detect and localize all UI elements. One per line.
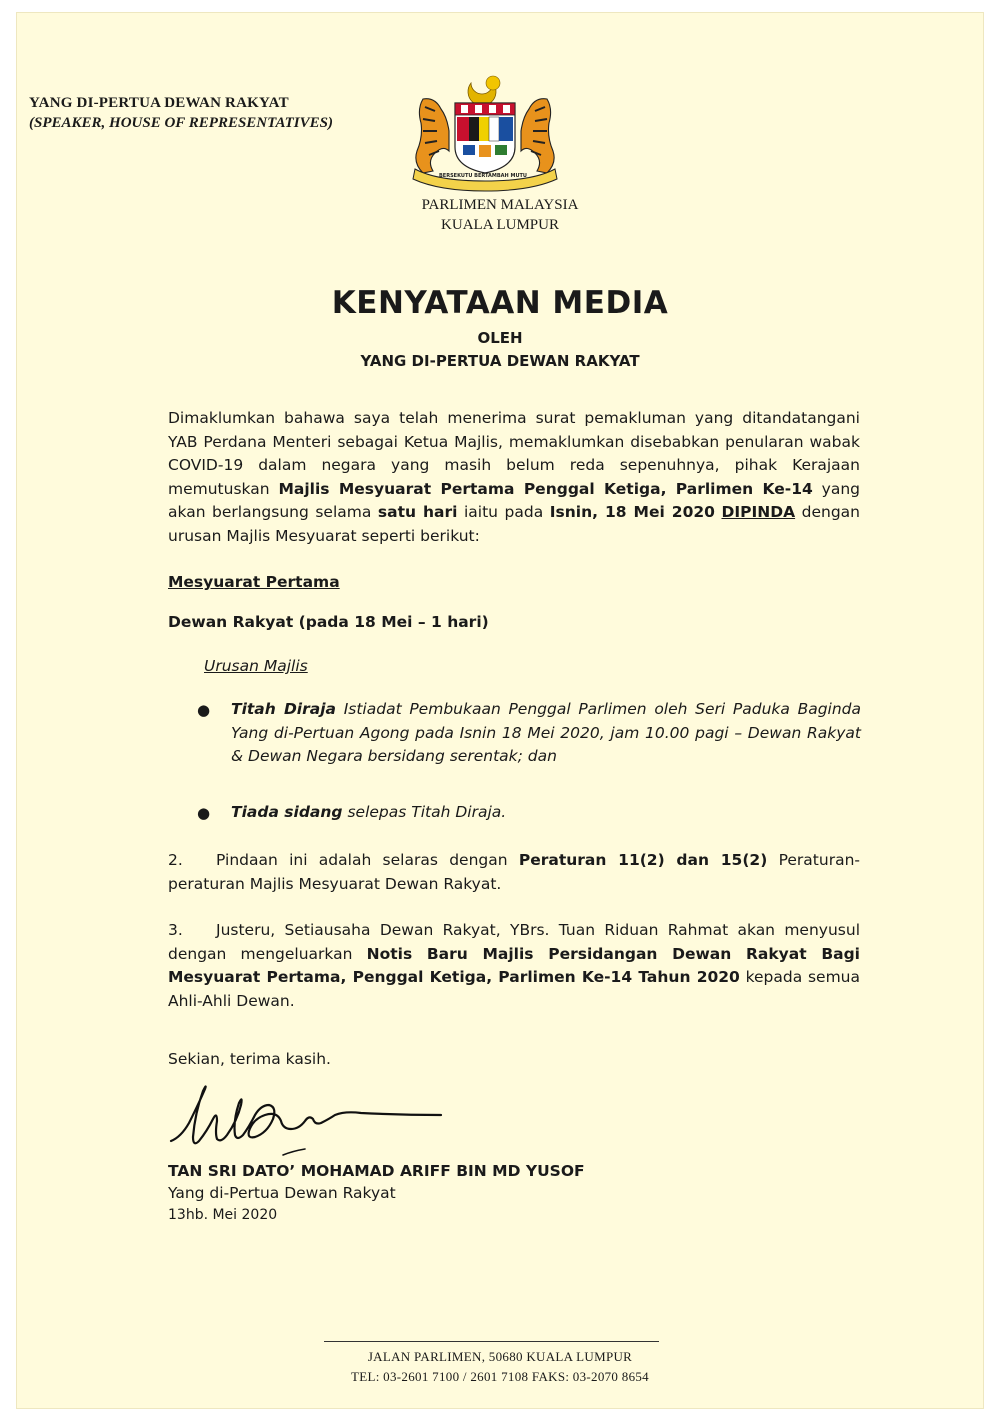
signer-title: Yang di-Pertua Dewan Rakyat — [168, 1184, 396, 1202]
intro-part1: Dimaklumkan bahawa saya telah menerima surat pemakluman yang ditandatangani YAB Perdana Menteri sebagai Ketua Majlis, memaklumkan disebabkan penularan wabak COVID-19 dalam negara yang masih belum reda sepenuhnya, pihak Kerajaan memutuskan — [168, 409, 860, 498]
para3-notice: Notis Baru Majlis Persidangan Dewan Rakyat Bagi Mesyuarat Pertama, Penggal Ketiga, Parlimen Ke-14 Tahun 2020 — [168, 944, 860, 986]
intro-meeting: Majlis Mesyuarat Pertama Penggal Ketiga, Parlimen Ke-14 — [278, 479, 813, 498]
bullet-item-royal-address — [231, 698, 861, 769]
bullet-bold: Titah Diraja — [231, 700, 337, 718]
closing-text: Sekian, terima kasih. — [168, 1050, 331, 1068]
handwritten-signature — [165, 1075, 535, 1161]
intro-part2: yang akan berlangsung selama — [168, 479, 860, 521]
intro-date: Isnin, 18 Mei 2020 — [549, 503, 715, 521]
coat-of-arms-icon — [405, 73, 565, 193]
business-label: Urusan Majlis — [204, 657, 308, 675]
footer-contact: TEL: 03-2601 7100 / 2601 7108 FAKS: 03-2070 8654 — [351, 1369, 649, 1384]
bullet-dot: ● — [197, 701, 211, 719]
parliament-city: KUALA LUMPUR — [441, 217, 559, 233]
intro-part3: iaitu pada — [457, 503, 550, 521]
meeting-house: Dewan Rakyat (pada 18 Mei – 1 hari) — [168, 613, 489, 631]
speaker-title: YANG DI-PERTUA DEWAN RAKYAT — [29, 95, 289, 111]
paragraph-number: 2. — [168, 851, 183, 869]
parliament-name: PARLIMEN MALAYSIA — [421, 197, 579, 213]
paragraph-3 — [168, 919, 860, 1013]
para2-part2: Peraturan-peraturan Majlis Mesyuarat Dewan Rakyat. — [168, 851, 860, 893]
intro-part4: dengan urusan Majlis Mesyuarat seperti berikut: — [168, 503, 860, 545]
para2-part1: Pindaan ini adalah selaras dengan — [216, 851, 519, 869]
bullet-dot: ● — [197, 804, 211, 822]
bullet-bold: Tiada sidang — [231, 803, 343, 821]
para2-rule: Peraturan 11(2) dan 15(2) — [518, 851, 768, 869]
paragraph-number: 3. — [168, 921, 183, 939]
signed-date: 13hb. Mei 2020 — [168, 1207, 278, 1223]
document-title: KENYATAAN MEDIA — [331, 285, 669, 321]
para3-part1: Justeru, Setiausaha Dewan Rakyat, YBrs. Tuan Riduan Rahmat akan menyusul dengan mengeluarkan — [168, 921, 860, 963]
title-by: OLEH — [477, 329, 523, 347]
para3-part2: kepada semua Ahli-Ahli Dewan. — [168, 968, 860, 1010]
title-issuer: YANG DI-PERTUA DEWAN RAKYAT — [360, 352, 640, 370]
speaker-subtitle: (SPEAKER, HOUSE OF REPRESENTATIVES) — [29, 115, 333, 131]
bullet-text: selepas Titah Diraja. — [342, 803, 507, 821]
footer-address: JALAN PARLIMEN, 50680 KUALA LUMPUR — [367, 1349, 633, 1364]
signer-name: TAN SRI DATO’ MOHAMAD ARIFF BIN MD YUSOF — [168, 1162, 585, 1180]
bullet-item-no-sitting — [231, 801, 861, 825]
bullet-text: Istiadat Pembukaan Penggal Parlimen oleh Seri Paduka Baginda Yang di-Pertuan Agong pada Isnin 18 Mei 2020, jam 10.00 pagi – Dewan Rakyat & Dewan Negara bersidang serentak; dan — [231, 700, 862, 765]
footer-divider — [324, 1341, 659, 1342]
document-page — [16, 12, 984, 1409]
meeting-heading: Mesyuarat Pertama — [168, 573, 340, 591]
intro-duration: satu hari — [377, 503, 458, 521]
crest-motto: BERSEKUTU BERTAMBAH MUTU — [439, 173, 527, 179]
paragraph-2 — [168, 849, 860, 896]
intro-amended: DIPINDA — [721, 503, 796, 521]
intro-paragraph — [168, 407, 860, 548]
